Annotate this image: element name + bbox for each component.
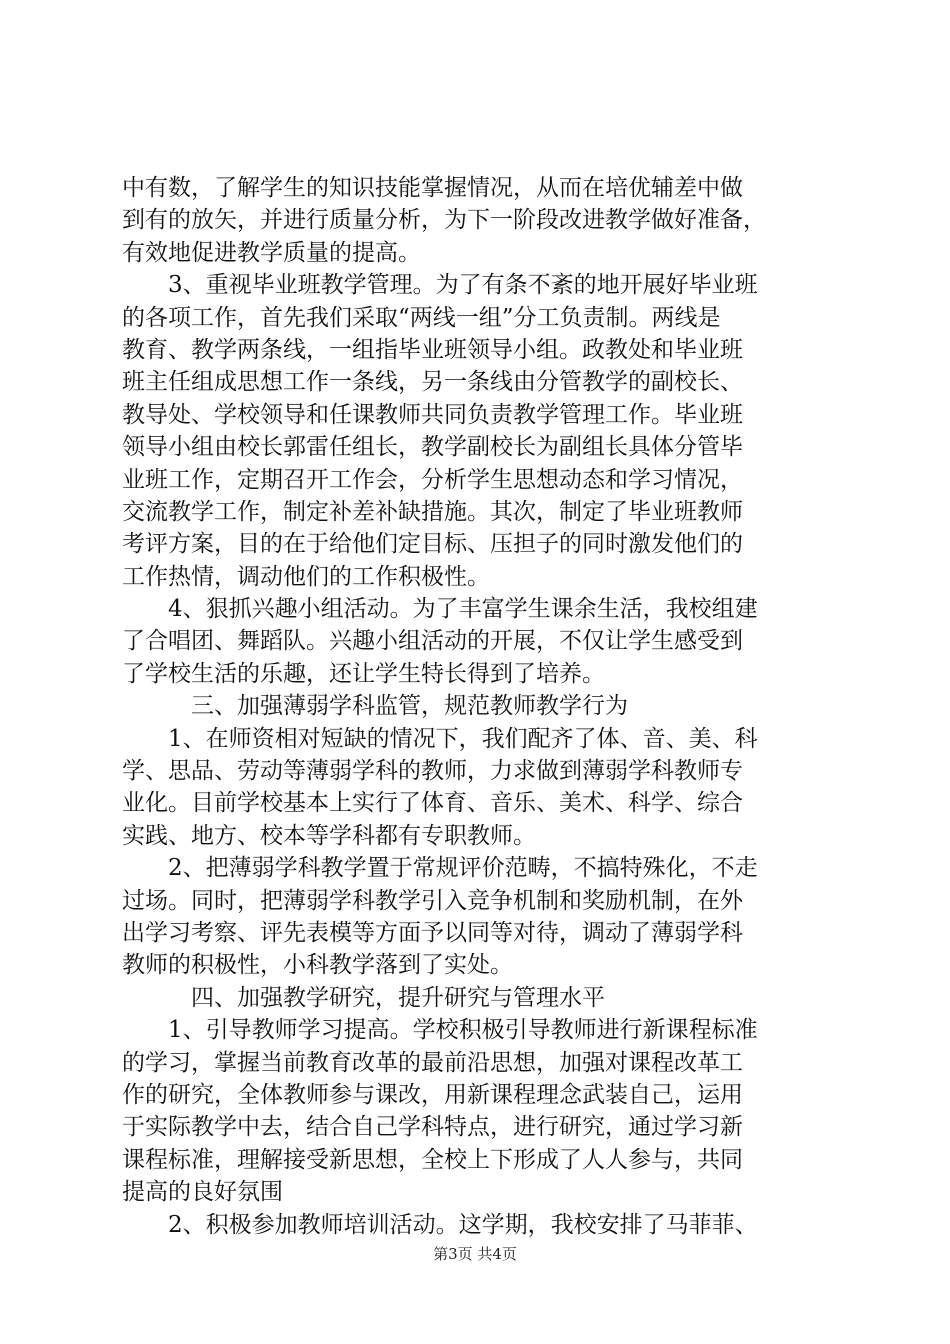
text-line: 考评方案，目的在于给他们定目标、压担子的同时激发他们的 (122, 531, 743, 558)
page-number-footer: 第3页 共4页 (433, 1245, 517, 1263)
text-line: 到有的放矢，并进行质量分析，为下一阶段改进教学做好准备， (122, 207, 766, 234)
text-line: 领导小组由校长郭雷任组长，教学副校长为副组长具体分管毕 (122, 434, 743, 461)
text-line: 教导处、学校领导和任课教师共同负责教学管理工作。毕业班 (122, 401, 743, 428)
text-line: 工作热情，调动他们的工作积极性。 (122, 563, 490, 590)
text-line: 的各项工作，首先我们采取“两线一组”分工负责制。两线是 (122, 304, 721, 331)
text-line: 业班工作，定期召开工作会，分析学生思想动态和学习情况， (122, 466, 743, 493)
text-line: 课程标准，理解接受新思想，全校上下形成了人人参与，共同 (122, 1146, 743, 1173)
section-heading: 三、加强薄弱学科监管，规范教师教学行为 (191, 693, 628, 720)
text-line: 实践、地方、校本等学科都有专职教师。 (122, 822, 536, 849)
paragraph-start-line: 1、在师资相对短缺的情况下，我们配齐了体、音、美、科 (168, 725, 758, 752)
text-line: 中有数，了解学生的知识技能掌握情况，从而在培优辅差中做 (122, 175, 743, 201)
text-line: 有效地促进教学质量的提高。 (122, 239, 421, 266)
text-line: 学、思品、劳动等薄弱学科的教师，力求做到薄弱学科教师专 (122, 758, 743, 785)
text-line: 班主任组成思想工作一条线，另一条线由分管教学的副校长、 (122, 369, 743, 396)
text-line: 出学习考察、评先表模等方面予以同等对待，调动了薄弱学科 (122, 919, 743, 946)
text-line: 于实际教学中去，结合自己学科特点，进行研究，通过学习新 (122, 1114, 743, 1141)
text-line: 作的研究，全体教师参与课改，用新课程理念武装自己，运用 (122, 1081, 743, 1108)
text-line: 教师的积极性，小科教学落到了实处。 (122, 952, 513, 979)
paragraph-start-line: 3、重视毕业班教学管理。为了有条不紊的地开展好毕业班 (168, 272, 758, 299)
text-line: 过场。同时，把薄弱学科教学引入竞争机制和奖励机制，在外 (122, 887, 743, 914)
paragraph-start-line: 2、把薄弱学科教学置于常规评价范畴，不搞特殊化，不走 (168, 855, 758, 882)
text-line: 了学校生活的乐趣，还让学生特长得到了培养。 (122, 660, 605, 687)
text-line: 交流教学工作，制定补差补缺措施。其次，制定了毕业班教师 (122, 498, 743, 525)
text-line: 的学习，掌握当前教育改革的最前沿思想，加强对课程改革工 (122, 1049, 743, 1076)
paragraph-start-line: 1、引导教师学习提高。学校积极引导教师进行新课程标准 (168, 1017, 758, 1044)
document-body (122, 172, 832, 1241)
text-line: 提高的良好氛围 (122, 1179, 283, 1206)
paragraph-start-line: 2、积极参加教师培训活动。这学期，我校安排了马菲菲、 (168, 1211, 758, 1238)
section-heading: 四、加强教学研究，提升研究与管理水平 (191, 984, 605, 1011)
text-line: 业化。目前学校基本上实行了体育、音乐、美术、科学、综合 (122, 790, 743, 817)
text-line: 教育、教学两条线，一组指毕业班领导小组。政教处和毕业班 (122, 336, 743, 363)
text-line: 了合唱团、舞蹈队。兴趣小组活动的开展，不仅让学生感受到 (122, 628, 743, 655)
paragraph-start-line: 4、狠抓兴趣小组活动。为了丰富学生课余生活，我校组建 (168, 596, 758, 623)
